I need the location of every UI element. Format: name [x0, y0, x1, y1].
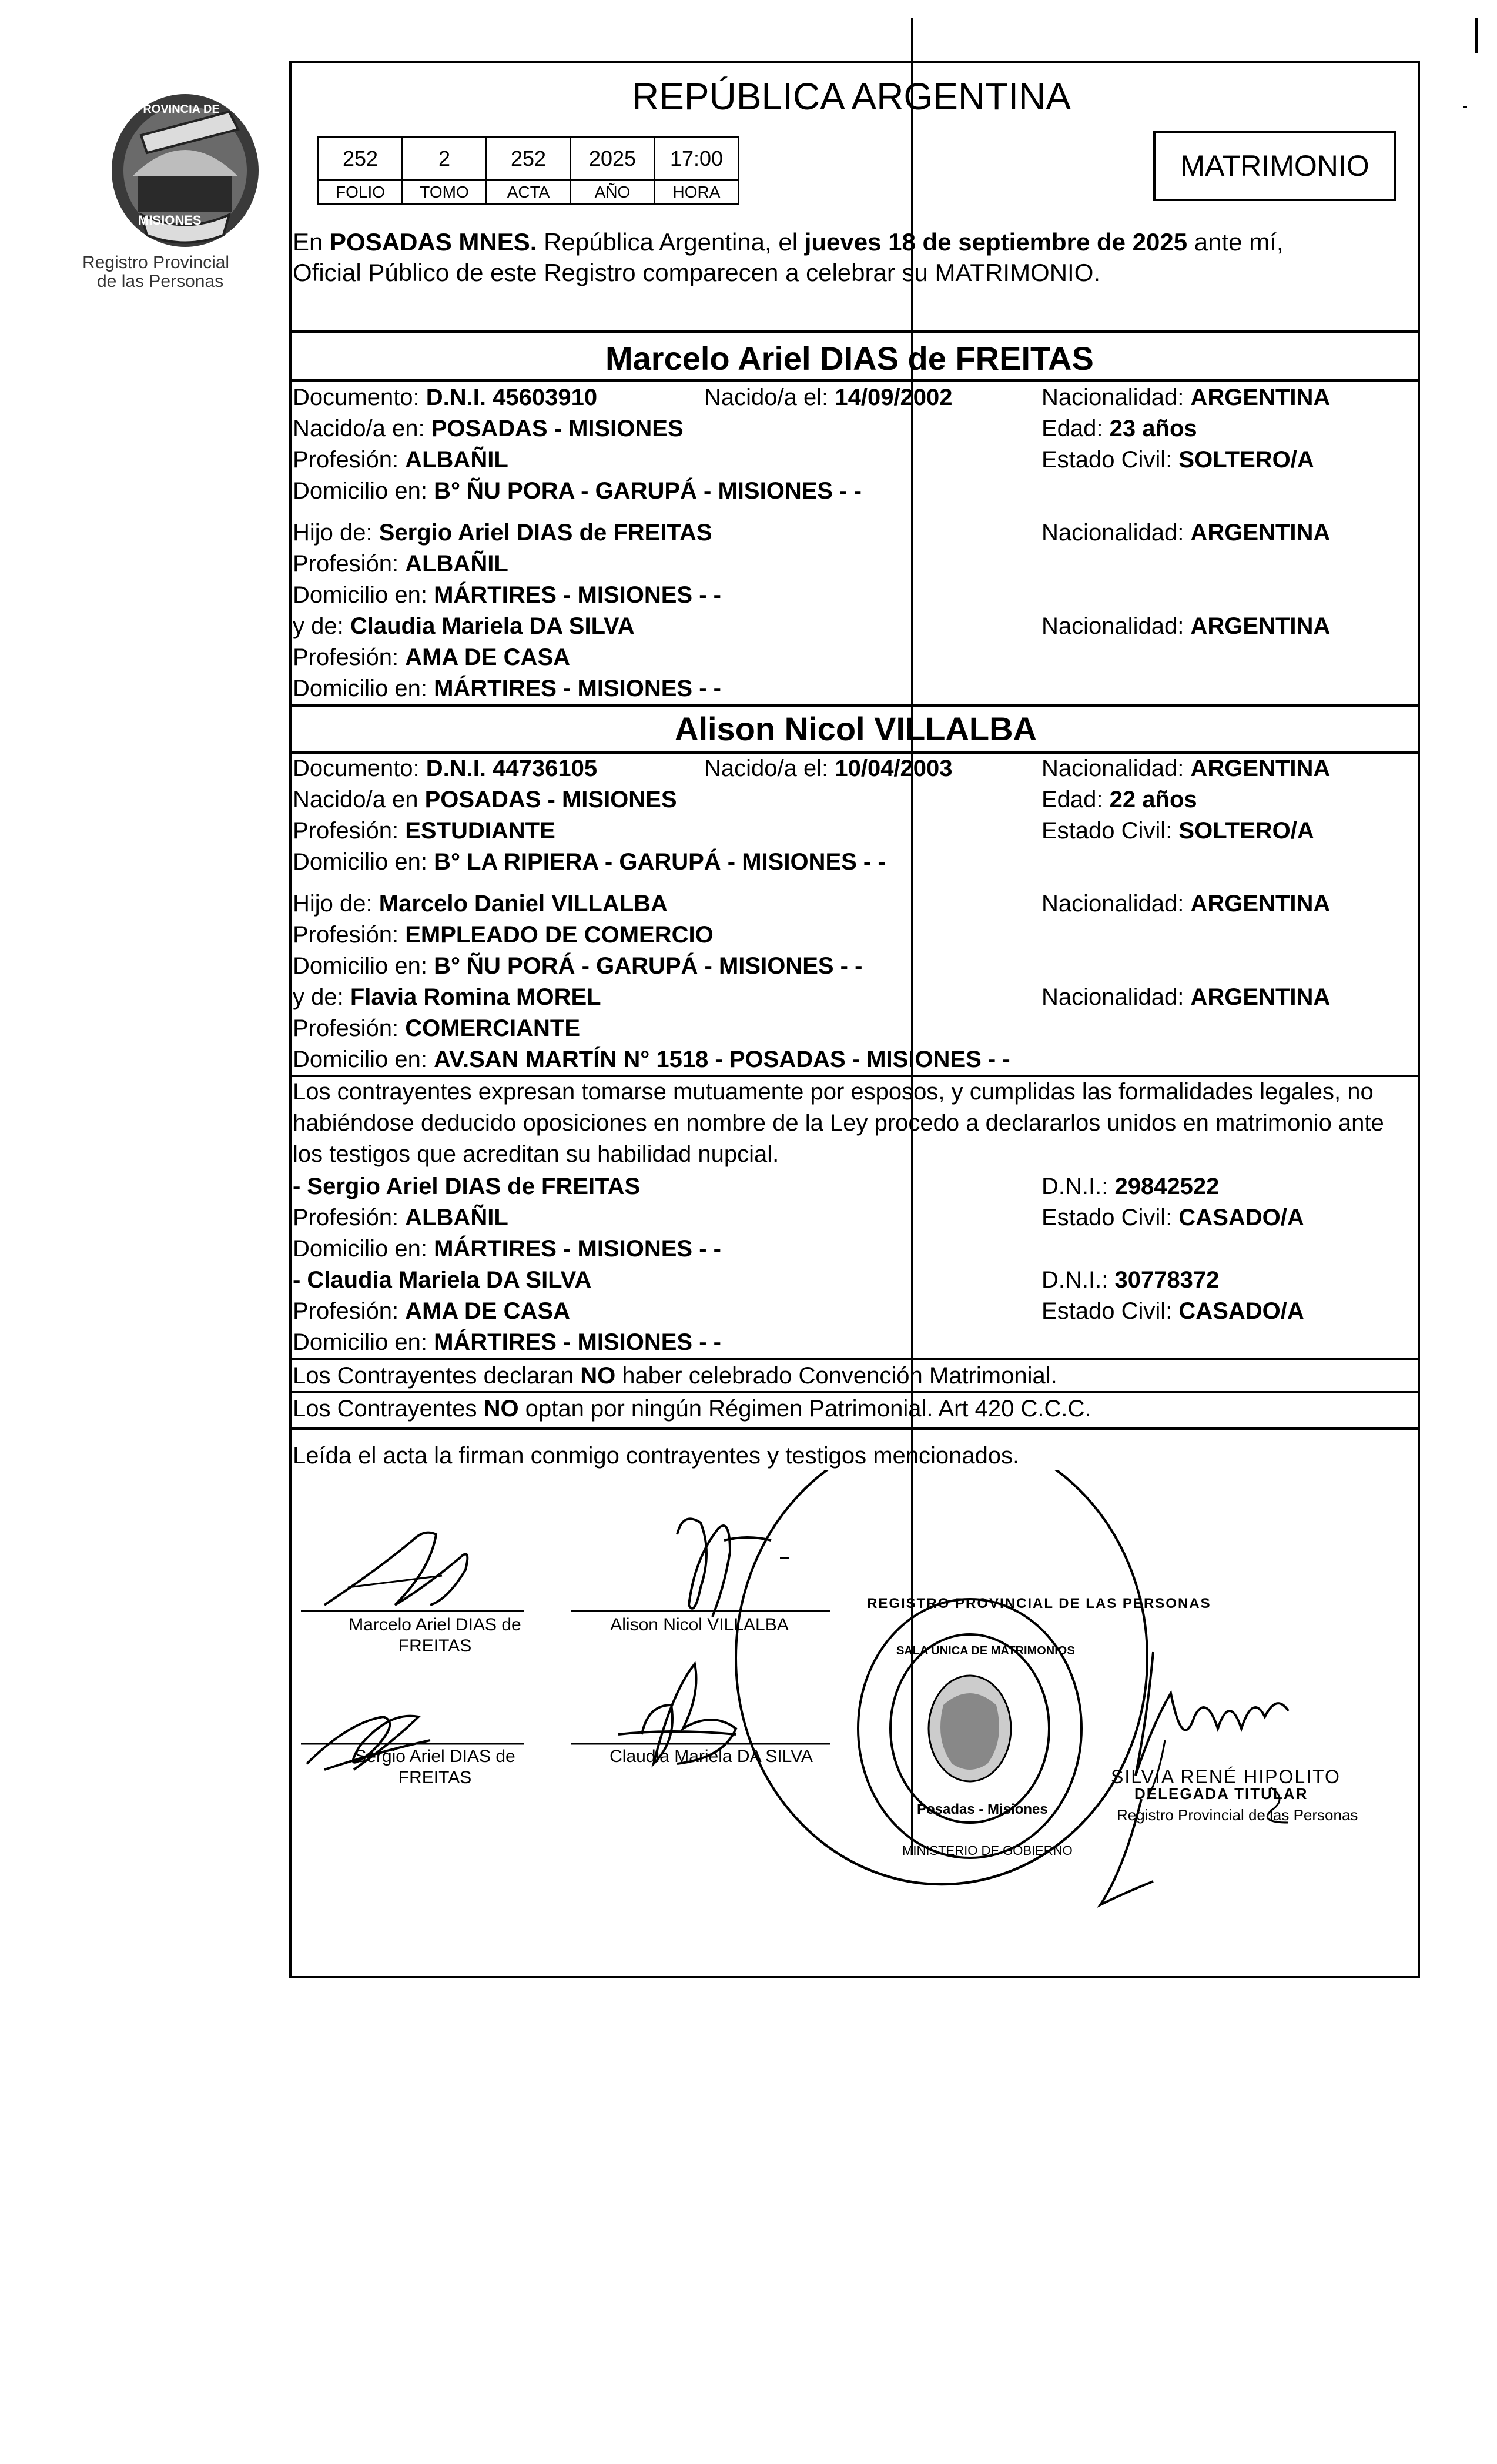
w2-dom-value: MÁRTIRES - MISIONES - -: [434, 1329, 721, 1355]
w1-name-value: - Sergio Ariel DIAS de FREITAS: [293, 1174, 641, 1199]
p2-dom-value: B° LA RIPIERA - GARUPÁ - MISIONES - -: [434, 849, 886, 875]
w2-dni-label: D.N.I.:: [1041, 1267, 1115, 1293]
signature-label-marcelo: [329, 1614, 541, 1657]
p2-father-address: [293, 952, 862, 980]
p1-father-nationality: [1041, 519, 1330, 547]
registry-table: [317, 136, 739, 205]
declaration-line-1: Los contrayentes expresan tomarse mutuamente por esposos, y cumplidas las formalidades legales, no: [293, 1079, 1374, 1105]
p2-father: [293, 890, 668, 918]
signature-label-sergio: [329, 1746, 541, 1788]
convention-line-1: [293, 1362, 1057, 1390]
witness1-profession: [293, 1203, 508, 1232]
p2-address: [293, 848, 886, 876]
agency-line-1: Registro Provincial: [82, 253, 230, 272]
p1-mother-value: Claudia Mariela DA SILVA: [350, 613, 635, 639]
c2-text-a: Los Contrayentes: [293, 1396, 484, 1422]
w1-dom-value: MÁRTIRES - MISIONES - -: [434, 1236, 721, 1262]
p2-doc-value: D.N.I. 44736105: [426, 755, 598, 781]
witness1-dni: [1041, 1172, 1219, 1201]
p2-civil-value: SOLTERO/A: [1178, 818, 1314, 844]
w2-dom-label: Domicilio en:: [293, 1329, 434, 1355]
anio-label: AÑO: [571, 180, 655, 205]
closing-statement: Leída el acta la firman conmigo contrayentes y testigos mencionados.: [293, 1443, 1020, 1469]
stamp-ring-text: REGISTRO PROVINCIAL DE LAS PERSONAS: [867, 1596, 1211, 1612]
p2-civil-label: Estado Civil:: [1041, 818, 1179, 844]
w2-prof-label: Profesión:: [293, 1298, 406, 1324]
w2-dni-value: 30778372: [1114, 1267, 1220, 1293]
c1-text-a: Los Contrayentes declaran: [293, 1363, 581, 1389]
w1-dom-label: Domicilio en:: [293, 1236, 434, 1262]
p2-document: [293, 754, 597, 783]
p1-dom-label: Domicilio en:: [293, 478, 434, 504]
divider-conventions: [289, 1358, 1420, 1360]
intro-line-1: [293, 228, 1284, 256]
officer-title: DELEGADA TITULAR: [1134, 1785, 1308, 1803]
p2-father-dom-label: Domicilio en:: [293, 953, 434, 979]
seal-text-top: PROVINCIA DE: [135, 103, 220, 116]
stamp-seal: [846, 1587, 1093, 1870]
p1-father-address: [293, 581, 721, 609]
p1-nationality: [1041, 383, 1330, 412]
stamp-bottom-text: Posadas - Misiones: [917, 1801, 1048, 1817]
p2-mother-prof-value: COMERCIANTE: [405, 1015, 580, 1041]
p1-birthplace: [293, 414, 684, 443]
anio-value: 2025: [571, 138, 655, 180]
divider-closing: [289, 1427, 1420, 1430]
p1-civil-label: Estado Civil:: [1041, 447, 1179, 473]
intro-place: POSADAS MNES.: [330, 228, 537, 256]
p2-mother-dom-value: AV.SAN MARTÍN N° 1518 - POSADAS - MISIONES - -: [434, 1047, 1010, 1072]
p1-mother-label: y de:: [293, 613, 350, 639]
divider-p2-name: [289, 751, 1420, 754]
witness2-civil: [1041, 1297, 1304, 1325]
p1-father-value: Sergio Ariel DIAS de FREITAS: [379, 520, 712, 546]
declaration-line-3: los testigos que acreditan su habilidad nupcial.: [293, 1141, 779, 1167]
p1-prof-label: Profesión:: [293, 447, 406, 473]
p1-doc-value: D.N.I. 45603910: [426, 385, 598, 410]
agency-line-2: de las Personas: [97, 272, 224, 291]
intro-date: jueves 18 de septiembre de 2025: [804, 228, 1188, 256]
c2-no: NO: [483, 1396, 519, 1422]
tomo-value: 2: [403, 138, 487, 180]
w1-dni-value: 29842522: [1114, 1174, 1220, 1199]
signature-alison: [677, 1519, 789, 1617]
officer-agency: Registro Provincial de las Personas: [1117, 1806, 1358, 1824]
p1-address: [293, 477, 862, 505]
p2-age-label: Edad:: [1041, 787, 1110, 813]
p1-mother-profession: [293, 643, 570, 671]
scan-speck: [1463, 106, 1467, 108]
p2-mother-address: [293, 1045, 1010, 1074]
p2-father-prof-label: Profesión:: [293, 922, 406, 948]
p1-mother-nat-label: Nacionalidad:: [1041, 613, 1191, 639]
p1-profession: [293, 446, 508, 474]
p2-father-label: Hijo de:: [293, 891, 379, 917]
p1-born-label: Nacido/a el:: [704, 385, 835, 410]
sig-sergio-line-2: FREITAS: [398, 1768, 472, 1787]
divider-p2: [289, 704, 1420, 707]
c1-text-b: haber celebrado Convención Matrimonial.: [615, 1363, 1057, 1389]
p2-mother-value: Flavia Romina MOREL: [350, 984, 601, 1010]
p2-prof-label: Profesión:: [293, 818, 406, 844]
witness2-name: [293, 1266, 591, 1294]
hora-label: HORA: [655, 180, 739, 205]
p1-doc-label: Documento:: [293, 385, 426, 410]
p2-father-nationality: [1041, 890, 1330, 918]
intro-text-c: ante mí,: [1187, 228, 1284, 256]
divider-declaration: [289, 1075, 1420, 1077]
sig-sergio-line-1: Sergio Ariel DIAS de: [354, 1747, 515, 1766]
p2-civil-status: [1041, 817, 1314, 845]
p1-father-prof-value: ALBAÑIL: [405, 551, 508, 577]
p2-doc-label: Documento:: [293, 755, 426, 781]
p1-mother-nationality: [1041, 612, 1330, 640]
p1-father-dom-label: Domicilio en:: [293, 582, 434, 608]
sig-marcelo-line-1: Marcelo Ariel DIAS de: [349, 1615, 521, 1634]
page-title: REPÚBLICA ARGENTINA: [632, 75, 1071, 118]
p1-mother-dom-label: Domicilio en:: [293, 676, 434, 701]
person2-name: Alison Nicol VILLALBA: [675, 710, 1037, 747]
p2-mother-prof-label: Profesión:: [293, 1015, 406, 1041]
p2-father-dom-value: B° ÑU PORÁ - GARUPÁ - MISIONES - -: [434, 953, 863, 979]
p1-age: [1041, 414, 1197, 443]
folio-value: 252: [319, 138, 403, 180]
p2-born-value: 10/04/2003: [835, 755, 953, 781]
p2-born-label: Nacido/a el:: [704, 755, 835, 781]
p2-age: [1041, 785, 1197, 814]
tomo-label: TOMO: [403, 180, 487, 205]
w1-prof-label: Profesión:: [293, 1205, 406, 1231]
convention-line-2: [293, 1395, 1091, 1423]
person1-name: Marcelo Ariel DIAS de FREITAS: [605, 340, 1094, 377]
p1-civil-status: [1041, 446, 1314, 474]
p2-birthplace: [293, 785, 677, 814]
p1-mother-nat-value: ARGENTINA: [1190, 613, 1331, 639]
acta-value: 252: [487, 138, 571, 180]
w2-name-value: - Claudia Mariela DA SILVA: [293, 1267, 592, 1293]
p1-mother-prof-value: AMA DE CASA: [405, 644, 570, 670]
p2-nationality: [1041, 754, 1330, 783]
p1-father-profession: [293, 550, 508, 578]
p2-mother-dom-label: Domicilio en:: [293, 1047, 434, 1072]
signature-marcelo: [324, 1533, 467, 1605]
witness2-profession: [293, 1297, 570, 1325]
p1-nat-label: Nacionalidad:: [1041, 385, 1191, 410]
signature-label-claudia: Claudia Mariela DA SILVA: [609, 1747, 813, 1766]
p1-father-prof-label: Profesión:: [293, 551, 406, 577]
p1-father-nat-value: ARGENTINA: [1190, 520, 1331, 546]
p2-nat-label: Nacionalidad:: [1041, 755, 1191, 781]
officer-name: SILVIA RENÉ HIPOLITO: [1111, 1766, 1341, 1787]
w2-civil-label: Estado Civil:: [1041, 1298, 1179, 1324]
scan-speck: [1475, 18, 1478, 53]
p1-dom-value: B° ÑU PORA - GARUPÁ - MISIONES - -: [434, 478, 862, 504]
p1-father-nat-label: Nacionalidad:: [1041, 520, 1191, 546]
seal-text-bottom: MISIONES: [138, 213, 202, 228]
p1-mother-prof-label: Profesión:: [293, 644, 406, 670]
doc-type: MATRIMONIO: [1180, 149, 1369, 182]
acta-label: ACTA: [487, 180, 571, 205]
stamp-ministry-text: MINISTERIO DE GOBIERNO: [902, 1843, 1073, 1858]
w1-civil-label: Estado Civil:: [1041, 1205, 1179, 1231]
p1-father-dom-value: MÁRTIRES - MISIONES - -: [434, 582, 721, 608]
p2-born: [704, 754, 953, 783]
intro-text-b: República Argentina, el: [537, 228, 805, 256]
witness1-address: [293, 1235, 721, 1263]
witness1-name: [293, 1172, 640, 1201]
p1-mother-address: [293, 674, 721, 703]
w2-civil-value: CASADO/A: [1178, 1298, 1304, 1324]
p1-mother: [293, 612, 635, 640]
w2-prof-value: AMA DE CASA: [405, 1298, 570, 1324]
intro-text-a: En: [293, 228, 330, 256]
p2-place-value: POSADAS - MISIONES: [424, 787, 677, 813]
p2-father-profession: [293, 921, 714, 949]
p1-civil-value: SOLTERO/A: [1178, 447, 1314, 473]
intro-line-2: Oficial Público de este Registro comparecen a celebrar su MATRIMONIO.: [293, 259, 1101, 286]
p2-mother-nat-label: Nacionalidad:: [1041, 984, 1191, 1010]
witness1-civil: [1041, 1203, 1304, 1232]
p1-father-label: Hijo de:: [293, 520, 379, 546]
p2-nat-value: ARGENTINA: [1190, 755, 1331, 781]
stamp-inner-text: SALA ÚNICA DE MATRIMONIOS: [896, 1644, 1075, 1657]
p2-prof-value: ESTUDIANTE: [405, 818, 555, 844]
p2-father-prof-value: EMPLEADO DE COMERCIO: [405, 922, 714, 948]
c1-no: NO: [580, 1363, 616, 1389]
divider-conventions-mid: [289, 1391, 1420, 1393]
p1-nat-value: ARGENTINA: [1190, 385, 1331, 410]
p2-father-value: Marcelo Daniel VILLALBA: [379, 891, 668, 917]
hora-value: 17:00: [655, 138, 739, 180]
p2-dom-label: Domicilio en:: [293, 849, 434, 875]
witness2-dni: [1041, 1266, 1219, 1294]
p2-place-label: Nacido/a en: [293, 787, 425, 813]
p2-mother-nat-value: ARGENTINA: [1190, 984, 1331, 1010]
p2-age-value: 22 años: [1109, 787, 1197, 813]
c2-text-b: optan por ningún Régimen Patrimonial. Art 420 C.C.C.: [518, 1396, 1091, 1422]
divider-intro: [289, 330, 1420, 333]
p1-born: [704, 383, 953, 412]
w1-civil-value: CASADO/A: [1178, 1205, 1304, 1231]
p1-age-value: 23 años: [1109, 416, 1197, 442]
doc-type-box: [1153, 131, 1396, 201]
p1-prof-value: ALBAÑIL: [405, 447, 508, 473]
p2-mother-profession: [293, 1014, 580, 1042]
p1-place-value: POSADAS - MISIONES: [431, 416, 684, 442]
p2-mother: [293, 983, 601, 1011]
folio-label: FOLIO: [319, 180, 403, 205]
p2-mother-nationality: [1041, 983, 1330, 1011]
declaration-line-2: habiéndose deducido oposiciones en nombre de la Ley procedo a declararlos unidos en matrimonio ante: [293, 1110, 1384, 1136]
p1-father: [293, 519, 712, 547]
p1-place-label: Nacido/a en:: [293, 416, 431, 442]
p1-age-label: Edad:: [1041, 416, 1110, 442]
signature-label-alison: Alison Nicol VILLALBA: [610, 1615, 789, 1634]
p2-father-nat-value: ARGENTINA: [1190, 891, 1331, 917]
w1-dni-label: D.N.I.:: [1041, 1174, 1115, 1199]
p1-mother-dom-value: MÁRTIRES - MISIONES - -: [434, 676, 721, 701]
p2-father-nat-label: Nacionalidad:: [1041, 891, 1191, 917]
p1-born-value: 14/09/2002: [835, 385, 953, 410]
sig-marcelo-line-2: FREITAS: [398, 1636, 472, 1656]
p2-profession: [293, 817, 555, 845]
p2-mother-label: y de:: [293, 984, 350, 1010]
witness2-address: [293, 1328, 721, 1356]
w1-prof-value: ALBAÑIL: [405, 1205, 508, 1231]
p1-document: [293, 383, 597, 412]
divider-p1: [289, 379, 1420, 382]
